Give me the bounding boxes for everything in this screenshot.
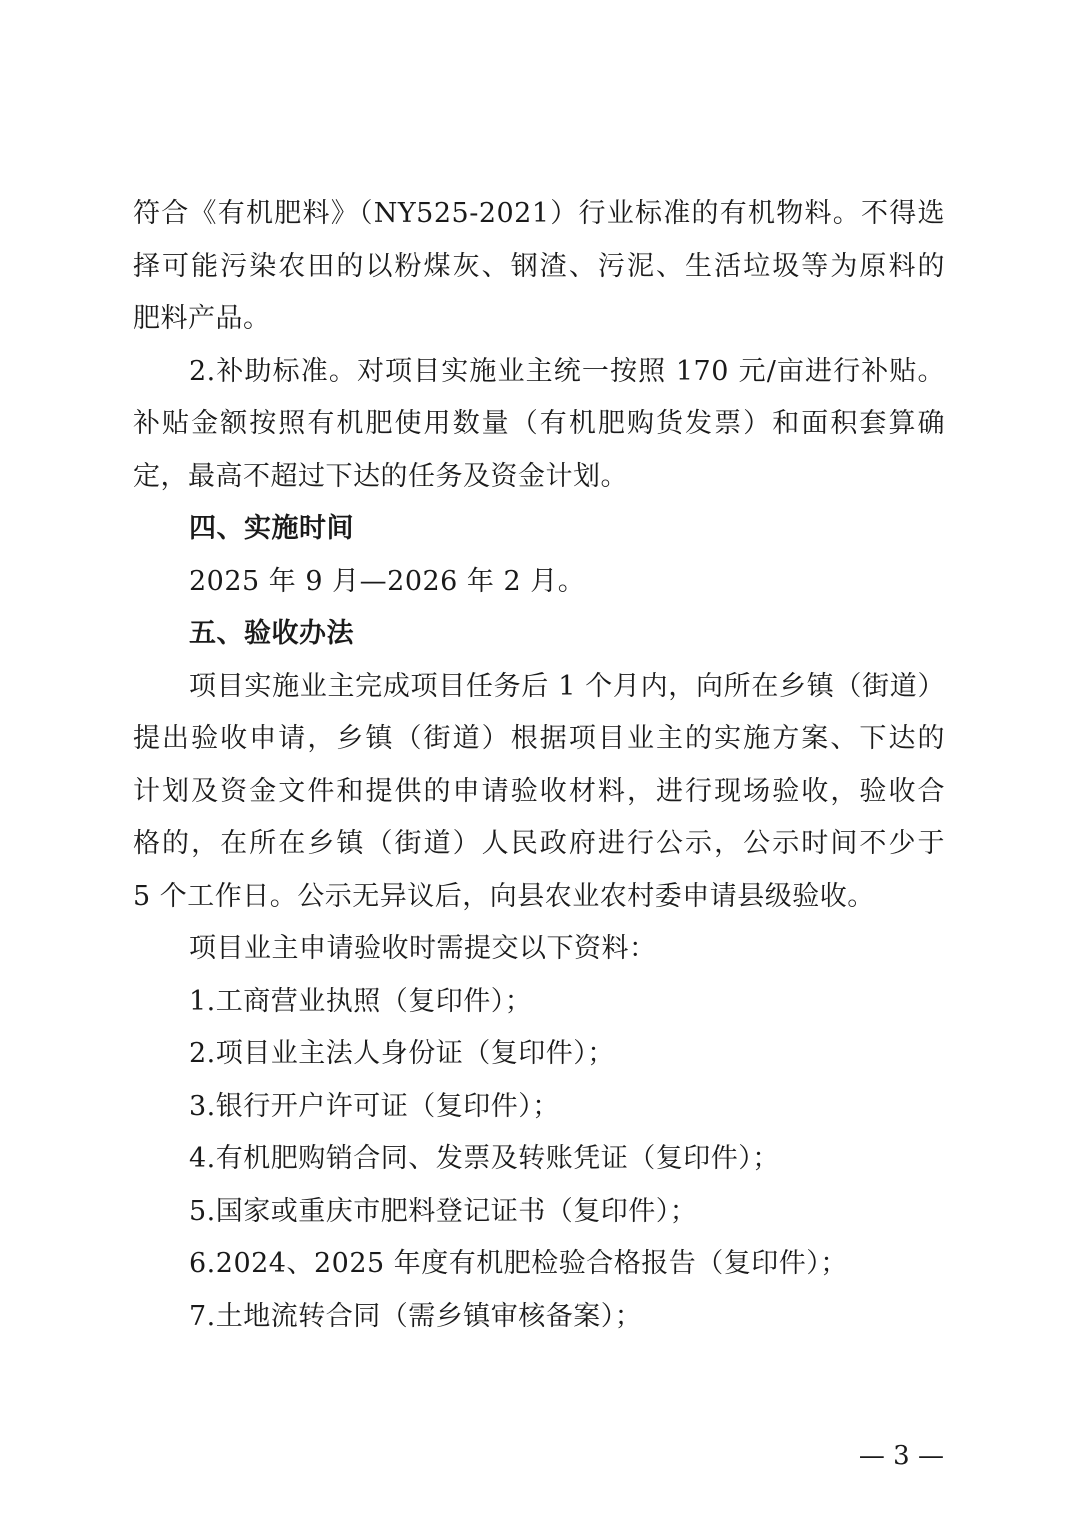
list-item: 6.2024、2025 年度有机肥检验合格报告（复印件）； [189,1248,848,1279]
list-item: 1.工商营业执照（复印件）； [189,985,533,1017]
text-line: 格的，在所在乡镇（街道）人民政府进行公示，公示时间不少于 [133,828,945,859]
list-item: 7.土地流转合同（需乡镇审核备案）； [189,1300,643,1332]
text-line: 5 个工作日。公示无异议后，向县农业农村委申请县级验收。 [133,880,875,912]
text-line: 2.补助标准。对项目实施业主统一按照 170 元/亩进行补贴。 [189,355,945,387]
text-line: 择可能污染农田的以粉煤灰、钢渣、污泥、生活垃圾等为原料的 [133,250,945,282]
text-line: 补贴金额按照有机肥使用数量（有机肥购货发票）和面积套算确 [133,408,945,439]
list-item: 2.项目业主法人身份证（复印件）； [189,1038,615,1069]
text-line: 符合《有机肥料》（NY525-2021）行业标准的有机物料。不得选 [133,198,945,229]
list-item: 3.银行开户许可证（复印件）； [189,1090,560,1122]
paragraph-implementation-period: 2025 年 9 月—2026 年 2 月。 [189,565,586,597]
section-heading-acceptance-method: 五、验收办法 [189,618,354,649]
text-line: 提出验收申请，乡镇（街道）根据项目业主的实施方案、下达的 [133,723,945,754]
page-number: — 3 — [858,1441,944,1471]
text-line: 定，最高不超过下达的任务及资金计划。 [133,460,628,492]
paragraph-required-materials-intro: 项目业主申请验收时需提交以下资料： [189,933,657,964]
document-body [133,188,945,1343]
text-line: 项目实施业主完成项目任务后 1 个月内，向所在乡镇（街道） [189,670,945,702]
list-item: 4.有机肥购销合同、发票及转账凭证（复印件）； [189,1143,780,1174]
paragraph-acceptance-process [133,661,945,924]
section-heading-implementation-time: 四、实施时间 [189,513,354,544]
text-line: 肥料产品。 [133,303,271,334]
paragraph-subsidy-standard [133,346,945,504]
list-item: 5.国家或重庆市肥料登记证书（复印件）； [189,1195,698,1227]
paragraph-fertilizer-standard [133,188,945,346]
text-line: 计划及资金文件和提供的申请验收材料，进行现场验收，验收合 [133,775,945,807]
